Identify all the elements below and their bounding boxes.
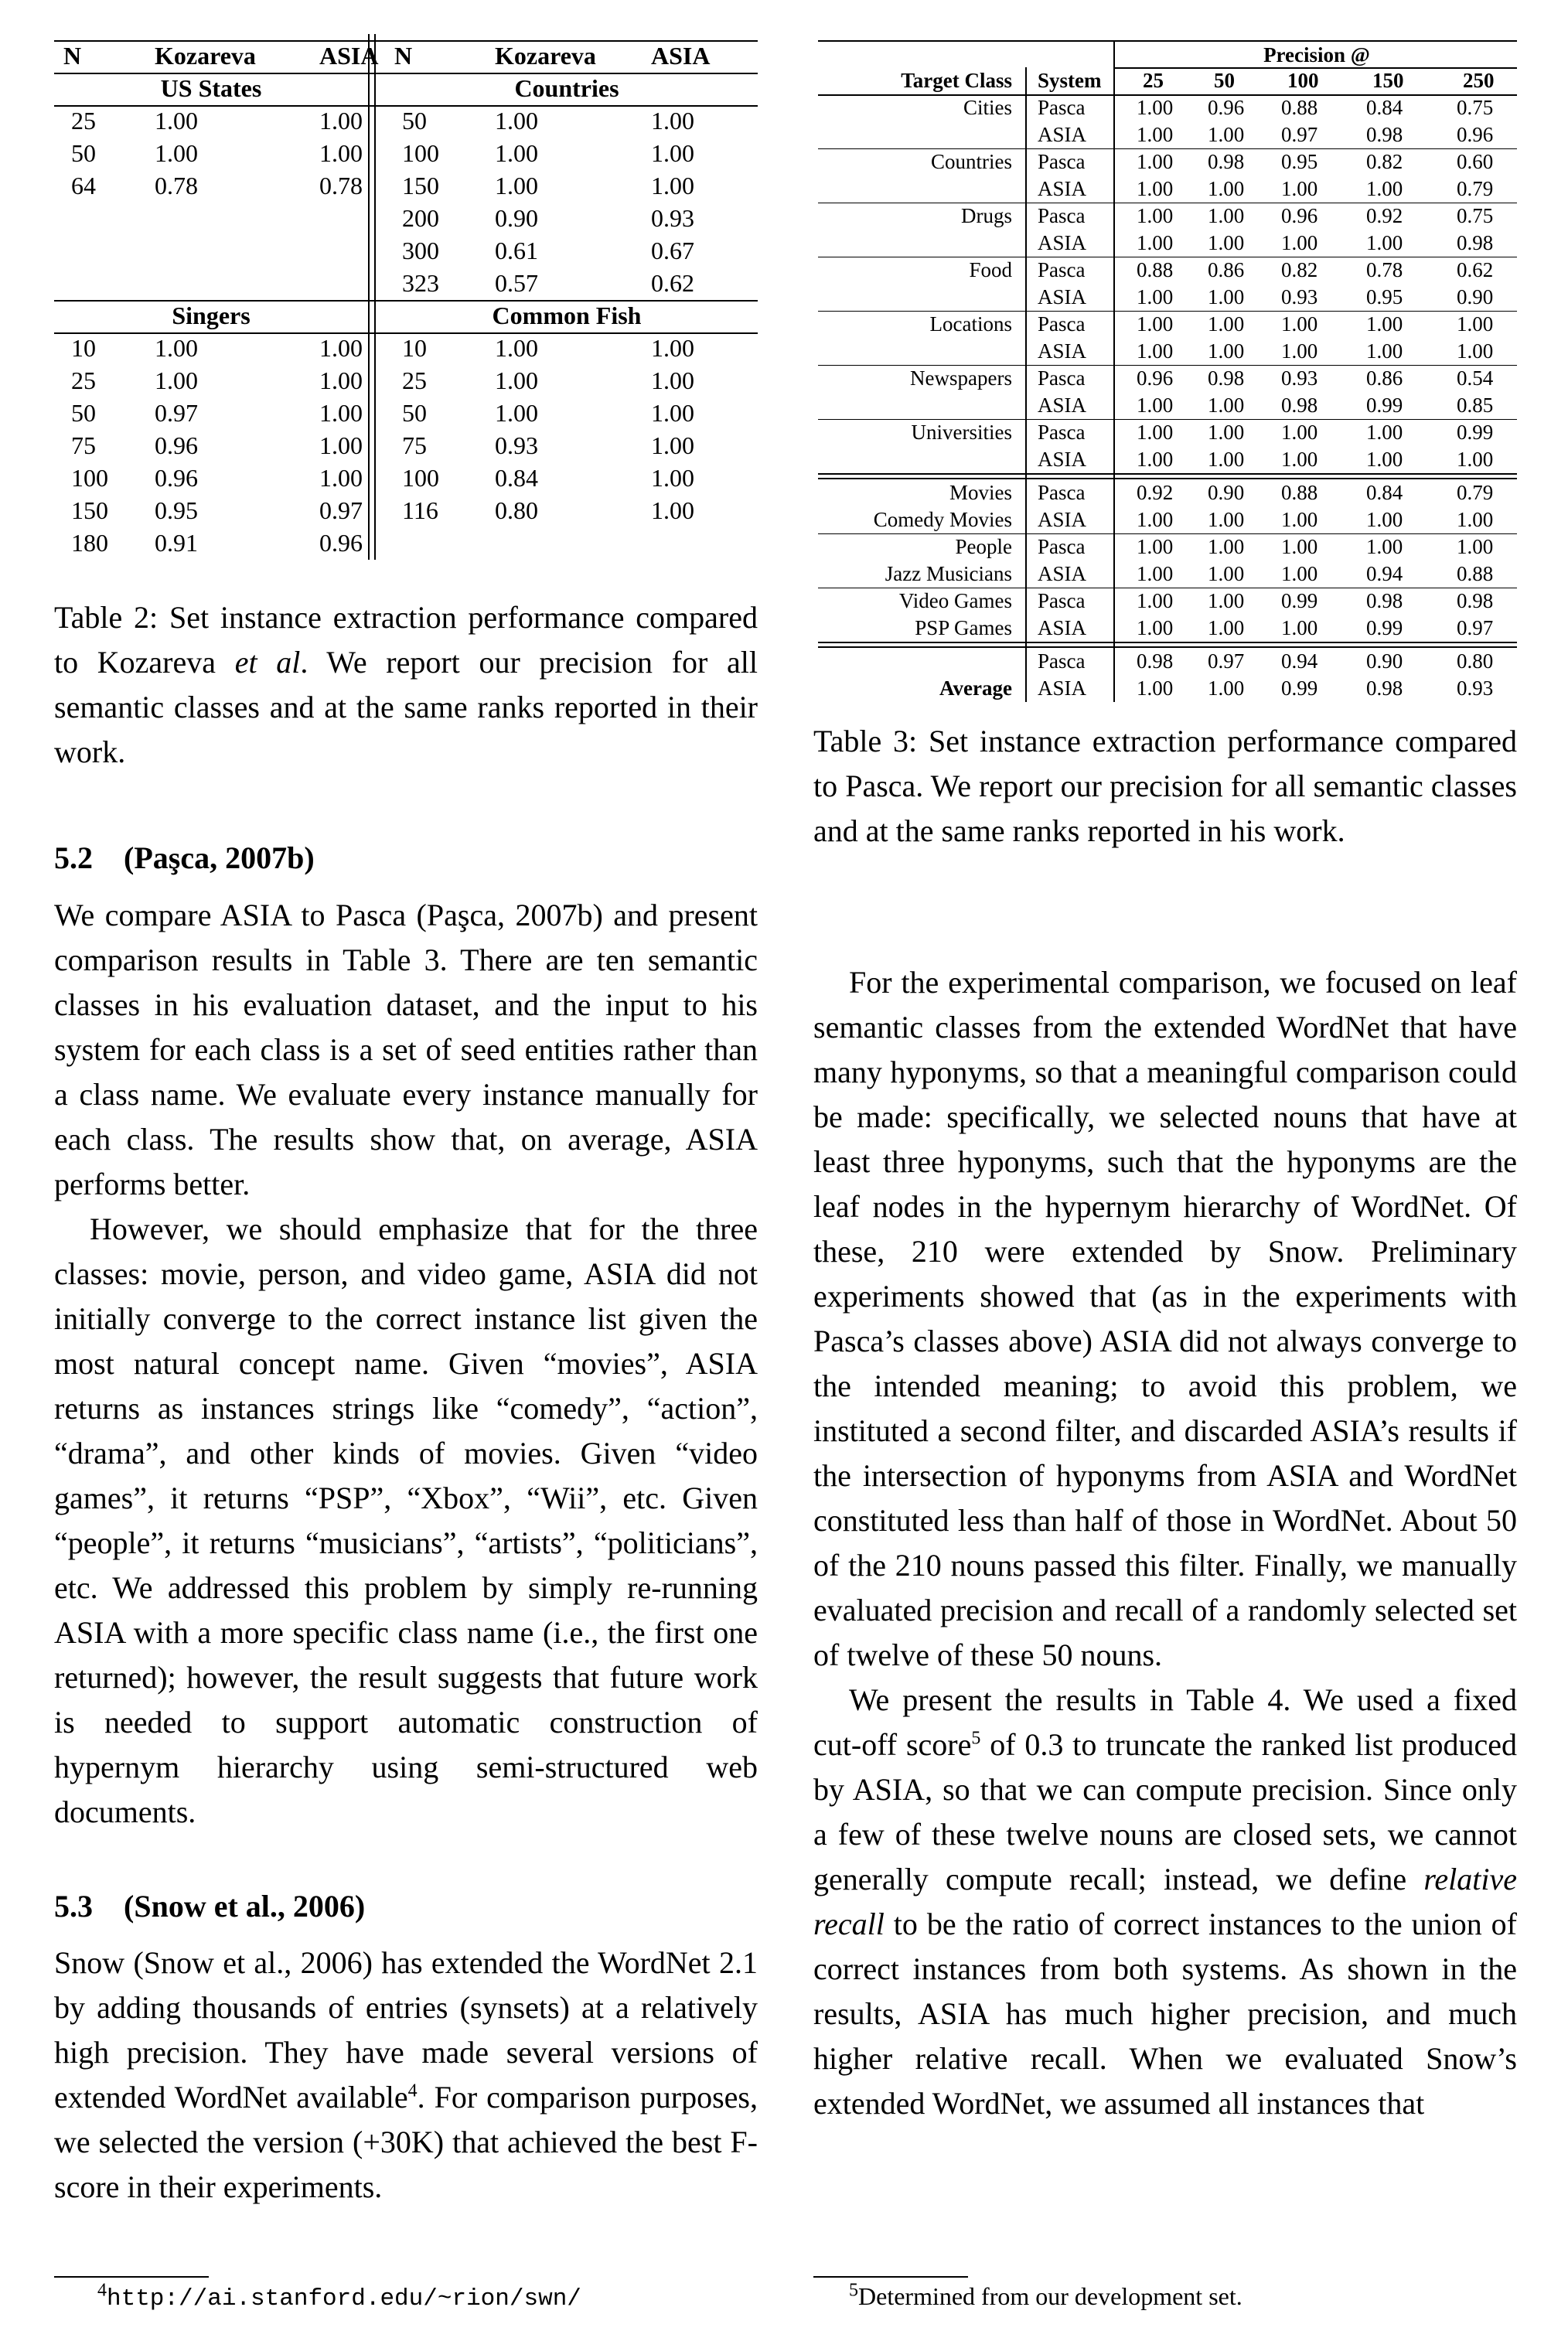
table-cell: 0.93	[1281, 285, 1318, 308]
table-cell: 0.96	[1281, 204, 1318, 227]
system-name: Pasca	[1038, 312, 1086, 336]
table-cell: 1.00	[1457, 312, 1494, 336]
footnote-marker: 5	[971, 1728, 981, 1749]
table-cell: 0.78	[155, 172, 198, 199]
target-class: Video Games	[898, 589, 1012, 612]
table-cell: 0.96	[1137, 366, 1174, 390]
table-cell: 1.00	[1281, 448, 1318, 471]
table-cell: 1.00	[155, 366, 198, 394]
system-name: Pasca	[1038, 150, 1086, 173]
table-cell: 0.96	[319, 529, 363, 557]
table-cell: 0.95	[155, 496, 198, 524]
table-cell: 0.90	[1208, 481, 1245, 504]
section-5-2-body	[54, 893, 758, 1835]
table-cell: 0.93	[651, 204, 694, 232]
table-cell: 1.00	[1208, 508, 1245, 531]
table-row	[54, 527, 758, 558]
table-cell: 1.00	[1137, 204, 1174, 227]
table-cell: 1.00	[155, 334, 198, 362]
table-cell: 1.00	[1366, 448, 1403, 471]
section-5-2-heading: 5.2 (Paşca, 2007b)	[54, 840, 315, 875]
table-cell: 1.00	[1281, 177, 1318, 200]
table-cell: 0.92	[1137, 481, 1174, 504]
table-cell: 1.00	[1137, 394, 1174, 417]
table-cell: 1.00	[1137, 676, 1174, 700]
table-row	[54, 105, 758, 136]
table-cell: 0.75	[1457, 204, 1494, 227]
table-cell: 100	[402, 139, 439, 167]
group-rule	[818, 642, 1517, 643]
table-cell: 1.00	[1137, 339, 1174, 363]
table-cell: 1.00	[1208, 285, 1245, 308]
column-divider	[368, 34, 376, 560]
footnote-url: http://ai.stanford.edu/~rion/swn/	[107, 2285, 581, 2312]
target-class: Locations	[929, 312, 1012, 336]
footnote-rule	[813, 2276, 968, 2278]
table-cell: 0.82	[1366, 150, 1403, 173]
table-cell: 1.00	[1137, 421, 1174, 444]
table-2-grid	[54, 40, 758, 581]
table-cell: 0.98	[1457, 589, 1494, 612]
table-cell: 300	[402, 237, 439, 264]
table-cell: 0.98	[1208, 366, 1245, 390]
table-cell: 0.98	[1137, 649, 1174, 673]
table-cell: 1.00	[1366, 421, 1403, 444]
table-cell: 0.98	[1208, 150, 1245, 173]
table-row	[54, 495, 758, 526]
table-cell: 0.90	[1366, 649, 1403, 673]
footnote-number: 4	[97, 2280, 107, 2301]
table-cell: 10	[71, 334, 96, 362]
table-cell: 75	[71, 431, 96, 459]
paragraph-text: We present the results in Table 4. We used a fixed cut-off score	[813, 1682, 1517, 1762]
class-title: Countries	[514, 74, 619, 102]
caption-etal: et al	[234, 645, 301, 680]
footnote-4	[97, 2281, 581, 2315]
table-header-row	[54, 40, 758, 71]
system-name: ASIA	[1038, 448, 1087, 471]
system-name: Pasca	[1038, 366, 1086, 390]
table-cell: 1.00	[495, 334, 538, 362]
table-row	[54, 268, 758, 298]
table-cell: 116	[402, 496, 438, 524]
table-3-caption: Table 3: Set instance extraction performance compared to Pasca. We report our precision for all semantic classes and at the same ranks reported in his work.	[813, 724, 1517, 848]
table-cell: 0.98	[1366, 123, 1403, 146]
table-cell: 0.98	[1366, 589, 1403, 612]
table-cell: 1.00	[495, 399, 538, 427]
footnote-marker: 4	[407, 2080, 418, 2101]
system-name: Pasca	[1038, 96, 1086, 119]
table-row	[54, 138, 758, 169]
paragraph: For the experimental comparison, we focused on leaf semantic classes from the extended WordNet that have many hyponyms, so that a meaningful comparison could be made: specifically, we selected nouns that have at least three hyponyms, such that the hyponyms are the leaf nodes in the hypernym hierarchy of WordNet. Of these, 210 were extended by Snow. Preliminary experiments showed that (as in the experiments with Pasca’s classes above) ASIA did not always converge to the intended meaning; to avoid this problem, we instituted a second filter, and discarded ASIA’s results if the intersection of hyponyms from ASIA and WordNet constituted less than half of those in WordNet. About 50 of the 210 nouns passed this filter. Finally, we manually evaluated precision and recall of a randomly selected set of twelve of these 50 nouns.	[813, 965, 1517, 1672]
table-cell: 0.88	[1281, 481, 1318, 504]
paragraph-text: Snow (Snow et al., 2006) has extended the WordNet 2.1 by adding thousands of entries (synsets) at a relatively high precision. They have made several versions of extended WordNet available	[54, 1945, 758, 2115]
table-3	[813, 40, 1517, 700]
column-header: ASIA	[651, 42, 711, 70]
table-cell: 1.00	[1208, 394, 1245, 417]
table-cell: 1.00	[1208, 204, 1245, 227]
table-cell: 0.75	[1457, 96, 1494, 119]
table-cell: 1.00	[1137, 616, 1174, 639]
column-header: N	[394, 42, 413, 70]
table-cell: 1.00	[1208, 177, 1245, 200]
table-cell: 0.97	[155, 399, 198, 427]
table-cell: 1.00	[1137, 231, 1174, 254]
system-name: ASIA	[1038, 676, 1087, 700]
table-cell: 0.88	[1457, 562, 1494, 585]
table-cell: 0.93	[1281, 366, 1318, 390]
table-cell: 1.00	[651, 139, 694, 167]
target-class: People	[955, 535, 1012, 558]
table-cell: 180	[71, 529, 108, 557]
rank-header: 100	[1287, 69, 1319, 92]
table-cell: 1.00	[651, 496, 694, 524]
table-cell: 0.84	[495, 464, 538, 492]
table-row	[54, 365, 758, 396]
table-cell: 1.00	[1208, 562, 1245, 585]
table-cell: 0.82	[1281, 258, 1318, 281]
table-cell: 0.93	[1457, 676, 1494, 700]
table-cell: 0.95	[1366, 285, 1403, 308]
table-cell: 1.00	[155, 107, 198, 135]
table-cell: 0.80	[495, 496, 538, 524]
average-label: Average	[939, 676, 1012, 700]
table-cell: 0.96	[1457, 123, 1494, 146]
table-cell: 75	[402, 431, 427, 459]
table-row	[54, 203, 758, 233]
table-cell: 0.97	[319, 496, 363, 524]
table-cell: 1.00	[1457, 339, 1494, 363]
table-cell: 1.00	[1366, 508, 1403, 531]
table-cell: 0.88	[1137, 258, 1174, 281]
table-cell: 0.97	[1457, 616, 1494, 639]
table-cell: 0.96	[1208, 96, 1245, 119]
system-name: ASIA	[1038, 123, 1087, 146]
table-cell: 0.92	[1366, 204, 1403, 227]
table-cell: 0.62	[651, 269, 694, 297]
table-row	[54, 235, 758, 266]
table-cell: 25	[71, 366, 96, 394]
system-name: ASIA	[1038, 616, 1087, 639]
table-cell: 25	[402, 366, 427, 394]
table-cell: 100	[402, 464, 439, 492]
table-cell: 0.57	[495, 269, 538, 297]
table-cell: 25	[71, 107, 96, 135]
table-cell: 1.00	[1208, 448, 1245, 471]
table-cell: 150	[71, 496, 108, 524]
table-cell: 1.00	[651, 464, 694, 492]
table-cell: 323	[402, 269, 439, 297]
right-body	[813, 960, 1517, 2126]
table-cell: 1.00	[1366, 177, 1403, 200]
value-divider	[1113, 40, 1115, 702]
table-cell: 1.00	[495, 172, 538, 199]
target-class: Universities	[911, 421, 1012, 444]
section-5-3-heading: 5.3 (Snow et al., 2006)	[54, 1889, 366, 1924]
table-cell: 1.00	[1281, 616, 1318, 639]
table-cell: 150	[402, 172, 439, 199]
table-cell: 1.00	[651, 399, 694, 427]
rank-header: 250	[1463, 69, 1495, 92]
paragraph: However, we should emphasize that for the three classes: movie, person, and video game, ASIA did not initially converge to the correct instance list given the most natural concept name. Given “movies”, ASIA returns as instances strings like “comedy”, “action”, “drama”, and other kinds of movies. Given “video games”, it returns “PSP”, “Xbox”, “Wii”, etc. Given “people”, it returns “musicians”, “artists”, “politicians”, etc. We addressed this problem by simply re-running ASIA with a more specific class name (i.e., the first one returned); however, the result suggests that future work is needed to support automatic construction of hypernym hierarchy using semi-structured web documents.	[54, 1211, 758, 1829]
table-cell: 1.00	[1281, 339, 1318, 363]
section-5-3-body	[54, 1941, 758, 2210]
table-cell: 0.98	[1457, 231, 1494, 254]
system-name: Pasca	[1038, 481, 1086, 504]
system-name: ASIA	[1038, 285, 1087, 308]
table-cell: 1.00	[319, 334, 363, 362]
table-cell: 0.99	[1281, 589, 1318, 612]
table-cell: 1.00	[651, 172, 694, 199]
rank-header: 150	[1372, 69, 1404, 92]
target-class: Jazz Musicians	[885, 562, 1012, 585]
caption-text-end: . We report our precision for all semantic classes and at the same ranks reported in their work.	[54, 645, 758, 769]
table-cell: 0.62	[1457, 258, 1494, 281]
target-class: Food	[969, 258, 1012, 281]
table-cell: 1.00	[1137, 589, 1174, 612]
table-cell: 0.85	[1457, 394, 1494, 417]
table-cell: 0.88	[1281, 96, 1318, 119]
table-cell: 1.00	[1366, 231, 1403, 254]
target-class: Movies	[949, 481, 1012, 504]
table-cell: 0.99	[1281, 676, 1318, 700]
table-cell: 0.86	[1366, 366, 1403, 390]
table-cell: 1.00	[1281, 562, 1318, 585]
table-cell: 1.00	[1137, 448, 1174, 471]
emphasis-term: relative recall	[813, 1862, 1517, 1941]
table-row	[54, 430, 758, 461]
table-cell: 1.00	[155, 139, 198, 167]
table-cell: 0.79	[1457, 177, 1494, 200]
paragraph: We compare ASIA to Pasca (Paşca, 2007b) and present comparison results in Table 3. There are ten semantic classes in his evaluation dataset, and the input to his system for each class is a set of seed entities rather than a class name. We evaluate every instance manually for each class. The results show that, on average, ASIA performs better.	[54, 898, 758, 1201]
system-name: Pasca	[1038, 204, 1086, 227]
system-name: ASIA	[1038, 508, 1087, 531]
footnote-rule	[54, 2276, 209, 2278]
table-cell: 0.67	[651, 237, 694, 264]
table-cell: 0.98	[1366, 676, 1403, 700]
system-name: Pasca	[1038, 258, 1086, 281]
table-cell: 0.93	[495, 431, 538, 459]
table-cell: 1.00	[1208, 421, 1245, 444]
paragraph	[813, 1678, 1517, 2126]
table-cell: 1.00	[495, 139, 538, 167]
table-cell: 50	[402, 107, 427, 135]
table-cell: 1.00	[1208, 231, 1245, 254]
table-cell: 1.00	[651, 334, 694, 362]
table-cell: 1.00	[1208, 339, 1245, 363]
table-cell: 0.96	[155, 464, 198, 492]
table-cell: 1.00	[1208, 535, 1245, 558]
target-class: PSP Games	[915, 616, 1012, 639]
table-cell: 1.00	[319, 431, 363, 459]
system-name: Pasca	[1038, 649, 1086, 673]
system-name: Pasca	[1038, 535, 1086, 558]
table-cell: 50	[71, 139, 96, 167]
table-cell: 1.00	[1366, 535, 1403, 558]
table-cell: 0.97	[1281, 123, 1318, 146]
table-cell: 1.00	[1281, 508, 1318, 531]
table-2-caption	[54, 595, 758, 775]
system-name: ASIA	[1038, 562, 1087, 585]
table-cell: 0.98	[1281, 394, 1318, 417]
paragraph-text-end: to be the ratio of correct instances to the union of correct instances from both systems. As shown in the results, ASIA has much higher precision, and much higher relative recall. When we evaluated Snow’s extended WordNet, we assumed all instances that	[813, 1907, 1517, 2121]
table-row	[54, 462, 758, 493]
table-cell: 1.00	[651, 366, 694, 394]
table-cell: 50	[402, 399, 427, 427]
table-cell: 10	[402, 334, 427, 362]
table-cell: 0.90	[1457, 285, 1494, 308]
table-cell: 1.00	[1457, 535, 1494, 558]
table-cell: 200	[402, 204, 439, 232]
paragraph-text-end: . For comparison purposes, we selected the version (+30K) that achieved the best F-score in their experiments.	[54, 2080, 758, 2204]
block-title-row	[54, 73, 758, 104]
paragraph	[54, 1941, 758, 2210]
footnote-text: Determined from our development set.	[858, 2282, 1242, 2310]
table-cell: 1.00	[319, 464, 363, 492]
table-cell: 1.00	[1208, 312, 1245, 336]
table-cell: 1.00	[1137, 150, 1174, 173]
table-cell: 0.60	[1457, 150, 1494, 173]
table-cell: 1.00	[1281, 535, 1318, 558]
target-class: Countries	[931, 150, 1012, 173]
table-cell: 1.00	[1457, 508, 1494, 531]
table-cell: 0.78	[319, 172, 363, 199]
footnote-number: 5	[849, 2280, 858, 2301]
precision-header: Precision @	[1263, 43, 1370, 66]
table-cell: 1.00	[1137, 123, 1174, 146]
column-header: Target Class	[901, 69, 1012, 92]
table-cell: 0.90	[495, 204, 538, 232]
table-cell: 0.54	[1457, 366, 1494, 390]
class-title: US States	[160, 74, 262, 102]
system-name: ASIA	[1038, 177, 1087, 200]
table-cell: 1.00	[1208, 616, 1245, 639]
table-cell: 0.80	[1457, 649, 1494, 673]
footnote-5	[849, 2281, 1242, 2312]
target-class: Drugs	[961, 204, 1012, 227]
system-name: ASIA	[1038, 394, 1087, 417]
table-cell: 1.00	[1366, 312, 1403, 336]
column-header: N	[63, 42, 82, 70]
group-rule	[818, 473, 1517, 475]
table-cell: 0.91	[155, 529, 198, 557]
table-cell: 1.00	[1137, 312, 1174, 336]
table-cell: 1.00	[1137, 562, 1174, 585]
target-class: Cities	[963, 96, 1012, 119]
system-name: ASIA	[1038, 339, 1087, 363]
table-cell: 64	[71, 172, 96, 199]
table-cell: 0.61	[495, 237, 538, 264]
system-name: Pasca	[1038, 589, 1086, 612]
class-title: Singers	[172, 302, 251, 329]
target-class: Newspapers	[910, 366, 1012, 390]
table-cell: 1.00	[1208, 589, 1245, 612]
table-2	[54, 40, 758, 581]
table-cell: 1.00	[1457, 448, 1494, 471]
paragraph-text: of 0.3 to truncate the ranked list produced by ASIA, so that we can compute precision. Since only a few of these twelve nouns are closed sets, we cannot generally compute recall; instead, we define	[813, 1727, 1518, 1896]
table-cell: 0.96	[155, 431, 198, 459]
table-cell: 0.84	[1366, 96, 1403, 119]
system-divider	[1025, 67, 1027, 702]
system-name: Pasca	[1038, 421, 1086, 444]
system-name: ASIA	[1038, 231, 1087, 254]
table-cell: 0.94	[1281, 649, 1318, 673]
column-header: Kozareva	[155, 42, 256, 70]
column-header: System	[1038, 69, 1102, 92]
table-cell: 1.00	[495, 107, 538, 135]
table-cell: 1.00	[651, 107, 694, 135]
table-cell: 1.00	[1281, 421, 1318, 444]
table-cell: 0.99	[1366, 394, 1403, 417]
table-cell: 0.99	[1457, 421, 1494, 444]
target-class: Comedy Movies	[873, 508, 1012, 531]
rank-header: 50	[1214, 69, 1235, 92]
table-cell: 0.79	[1457, 481, 1494, 504]
rank-header: 25	[1143, 69, 1164, 92]
column-header: ASIA	[319, 42, 379, 70]
class-title: Common Fish	[492, 302, 642, 329]
table-row	[54, 170, 758, 201]
table-cell: 0.99	[1366, 616, 1403, 639]
table-cell: 1.00	[1137, 96, 1174, 119]
table-cell: 1.00	[1137, 508, 1174, 531]
table-cell: 1.00	[1281, 312, 1318, 336]
table-cell: 1.00	[1137, 285, 1174, 308]
table-cell: 0.97	[1208, 649, 1245, 673]
column-header: Kozareva	[495, 42, 596, 70]
table-row	[54, 332, 758, 363]
table-cell: 1.00	[1208, 676, 1245, 700]
table-cell: 1.00	[1366, 339, 1403, 363]
table-cell: 0.94	[1366, 562, 1403, 585]
table-cell: 1.00	[319, 139, 363, 167]
table-cell: 1.00	[1208, 123, 1245, 146]
table-cell: 1.00	[319, 366, 363, 394]
table-cell: 0.86	[1208, 258, 1245, 281]
table-cell: 50	[71, 399, 96, 427]
table-cell: 100	[71, 464, 108, 492]
table-cell: 1.00	[319, 107, 363, 135]
table-row	[54, 397, 758, 428]
table-cell: 1.00	[1281, 231, 1318, 254]
caption-text: Table 2: Set instance extraction performance compared to Kozareva	[54, 600, 758, 680]
table-cell: 0.95	[1281, 150, 1318, 173]
block-title-row	[54, 300, 758, 331]
table-cell: 1.00	[319, 399, 363, 427]
table-cell: 1.00	[1137, 535, 1174, 558]
table-cell: 1.00	[651, 431, 694, 459]
table-cell: 0.84	[1366, 481, 1403, 504]
table-cell: 0.78	[1366, 258, 1403, 281]
table-cell: 1.00	[495, 366, 538, 394]
table-cell: 1.00	[1137, 177, 1174, 200]
